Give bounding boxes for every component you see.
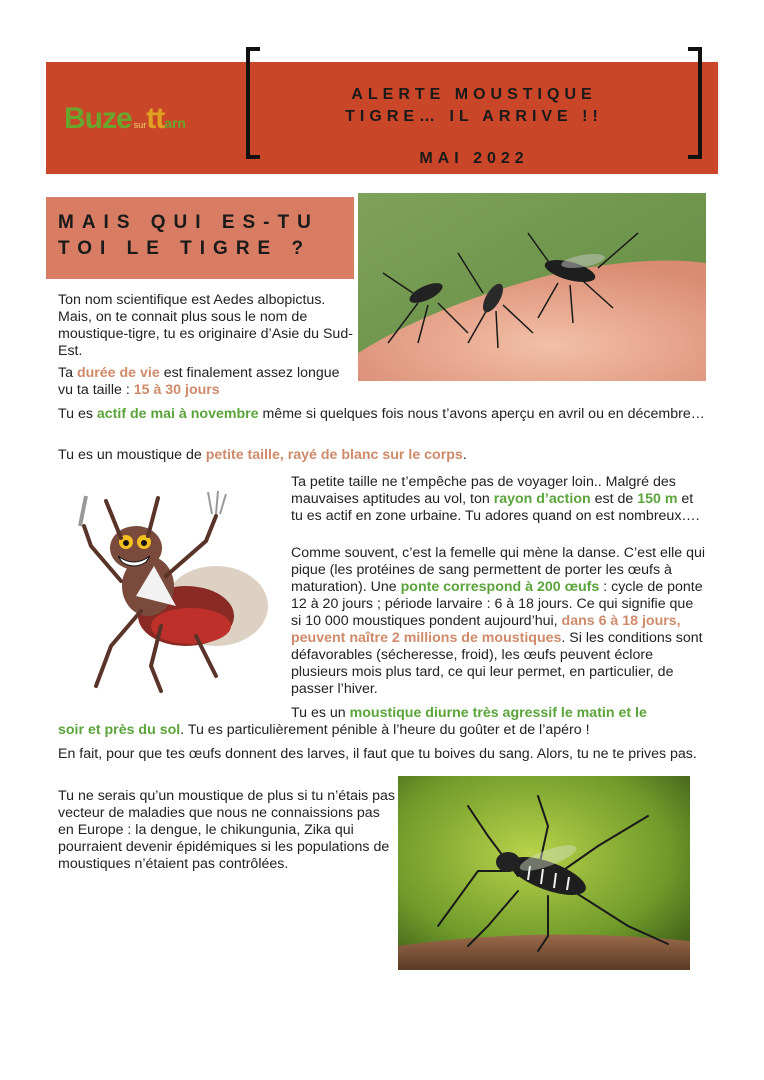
cartoon-mosquito-illustration — [66, 486, 278, 696]
blood-paragraph: En fait, pour que tes œufs donnent des larves, il faut que tu boives du sang. Alors, tu ne te prives pas. — [58, 746, 697, 762]
question-heading: MAIS QUI ES-TU TOI LE TIGRE ? — [58, 212, 319, 259]
mosquitoes-on-skin-photo — [358, 193, 706, 381]
buzet-logo: Buze surttarn — [64, 102, 186, 135]
diurnal-line1: Tu es un moustique diurne très agressif le matin et le — [291, 705, 647, 721]
left-bracket — [246, 47, 260, 159]
travel-paragraph: Ta petite taille ne t’empêche pas de voyager loin.. Malgré des mauvaises aptitudes au vol, ton rayon d’action est de 150 m et tu es actif en zone urbaine. Tu adores quand on est nombreux…. — [291, 474, 700, 524]
diseases-paragraph: Tu ne serais qu’un moustique de plus si tu n’étais pas vecteur de maladies que nous ne connaissions pas en Europe : la dengue, le chikungunia, Zika qui pourraient devenir épidémiques si les populations de moustiques n’étaient pas contrôlées. — [58, 788, 396, 872]
right-bracket — [688, 47, 702, 159]
intro-paragraph: Ton nom scientifique est Aedes albopictus. Mais, on te connait plus sous le nom de moustique-tigre, tu es originaire d’Asie du Sud-Est. — [58, 292, 353, 359]
alert-title: ALERTE MOUSTIQUE TIGRE… IL ARRIVE !! — [345, 86, 603, 125]
activity-paragraph: Tu es actif de mai à novembre même si quelques fois nous t’avons aperçu en avril ou en décembre… — [58, 406, 705, 422]
alert-date: MAI 2022 — [419, 150, 529, 167]
reproduction-paragraph: Comme souvent, c’est la femelle qui mène la danse. C’est elle qui pique (les protéines de sang permettent de porter les œufs à maturation). Une ponte correspond à 200 œufs : cycle de ponte 12 à 20 jours ; période larvaire : 6 à 18 jours. Ce qui signifie que si 10 000 moustiques pondent aujourd’hui, dans 6 à 18 jours, peuvent naître 2 millions de moustiques. Si les conditions sont défavorables (sécheresse, froid), les œufs peuvent éclore plusieurs mois plus tard, ce qui leur permet, en particulier, de passer l’hiver. — [291, 545, 706, 697]
tiger-mosquito-photo — [398, 776, 690, 970]
diurnal-line2: soir et près du sol. Tu es particulièrement pénible à l’heure du goûter et de l’apéro ! — [58, 722, 590, 738]
size-paragraph: Tu es un moustique de petite taille, rayé de blanc sur le corps. — [58, 447, 467, 463]
lifespan-paragraph: Ta durée de vie est finalement assez longue vu ta taille : 15 à 30 jours — [58, 365, 340, 398]
